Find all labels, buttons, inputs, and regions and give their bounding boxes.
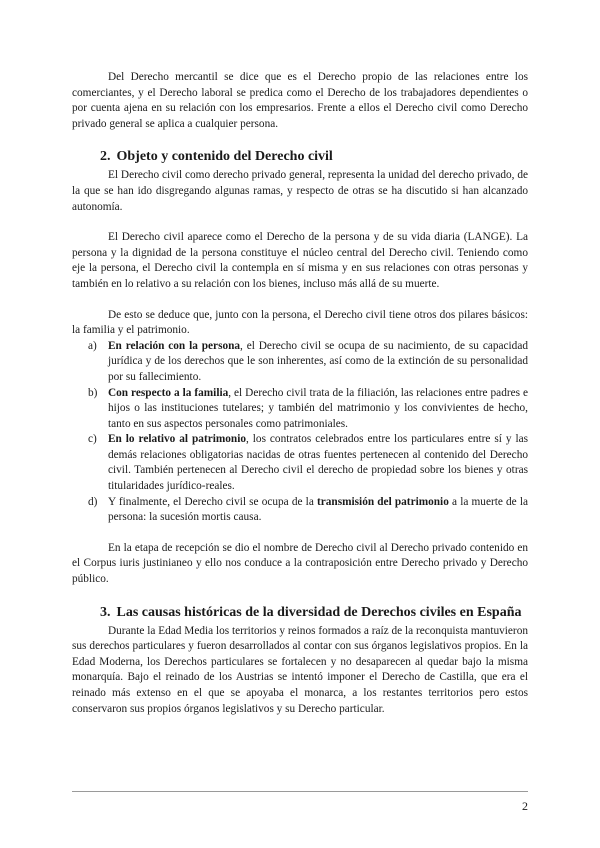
page-content — [72, 70, 528, 717]
section-2-heading — [72, 148, 528, 166]
list-item-bold: Con respecto a la familia — [108, 386, 229, 399]
section-2-paragraph-4: En la etapa de recepción se dio el nombre de Derecho civil al Derecho privado contenido en el Corpus iuris justinianeo y ello nos conduce a la contraposición entre Derecho privado y Derecho público. — [72, 541, 528, 586]
section-2-paragraph-2: El Derecho civil aparece como el Derecho de la persona y de su vida diaria (LANGE). La persona y la dignidad de la persona constituye el núcleo central del Derecho civil. Teniendo como eje la persona, el Derecho civil la contempla en sí misma y en sus relaciones con otras personas y también en lo relativo a su relación con los bienes, incluso más allá de su muerte. — [72, 231, 528, 290]
section-2-paragraph-3: De esto se deduce que, junto con la persona, el Derecho civil tiene otros dos pilares básicos: la familia y el patrimonio. — [72, 308, 528, 337]
list-marker: d) — [88, 495, 98, 508]
list-item-bold: transmisión del patrimonio — [317, 495, 449, 508]
list-item-bold: En relación con la persona — [108, 339, 241, 352]
footer-divider — [72, 791, 528, 792]
list-item-bold: En lo relativo al patrimonio — [108, 433, 246, 446]
pillars-list — [72, 339, 528, 526]
list-item — [72, 386, 528, 433]
list-item-text: , el Derecho civil se ocupa de su nacimiento, de su capacidad jurídica y de los derechos que le son inherentes, así como de la extinción de su personalidad por su fallecimiento. — [108, 339, 528, 383]
list-item — [72, 432, 528, 494]
list-item-text: a la muerte de la persona: la sucesión mortis causa. — [108, 495, 529, 524]
page-number: 2 — [522, 799, 528, 813]
section-2-title: Objeto y contenido del Derecho civil — [116, 149, 333, 165]
list-marker: c) — [88, 433, 97, 446]
section-2-paragraph-1: El Derecho civil como derecho privado general, representa la unidad del derecho privado, de la que se han ido disgregando algunas ramas, y respecto de otras se ha discutido si han alcanzado autonomía. — [72, 169, 528, 213]
list-item-text: , los contratos celebrados entre los particulares entre sí y las demás relaciones obligatorias nacidas de otras fuentes pertenecen al contenido del Derecho civil. También pertenecen al Derecho civil el derecho de propiedad sobre los bienes y otras titularidades jurídico-reales. — [108, 433, 529, 493]
section-3-paragraph-1: Durante la Edad Media los territorios y reinos formados a raíz de la reconquista mantuvieron sus derechos particulares y fueron desarrollados al contar con sus órganos legislativos propios. En la Edad Moderna, los Derechos particulares se fortalecen y no desaparecen al quedar bajo la misma monarquía. Bajo el reinado de los Austrias se intentó imponer el Derecho de Castilla, que era el reinado más extenso en el que se apoyaba el monarca, a los restantes territorios pero estos conservaron sus propios órganos legislativos y su Derecho particular. — [72, 624, 528, 715]
list-item — [72, 495, 528, 526]
list-item-pre: Y finalmente, el Derecho civil se ocupa de la — [108, 495, 317, 508]
section-3-title: Las causas históricas de la diversidad de Derechos civiles en España — [116, 604, 522, 620]
list-item — [72, 339, 528, 386]
intro-paragraph: Del Derecho mercantil se dice que es el Derecho propio de las relaciones entre los comerciantes, y el Derecho laboral se predica como el Derecho de los trabajadores dependientes o por cuenta ajena en su relación con los empresarios. Frente a ellos el Derecho civil como Derecho privado general se aplica a cualquier persona. — [72, 71, 528, 130]
list-item-text: , el Derecho civil trata de la filiación, las relaciones entre padres e hijos o las instituciones tutelares; y también del matrimonio y los convivientes de hecho, tanto en sus aspectos personales como patrimoniales. — [108, 386, 528, 430]
section-2-number: 2. — [100, 149, 111, 165]
list-marker: a) — [88, 339, 97, 352]
section-3-number: 3. — [100, 604, 111, 620]
list-marker: b) — [88, 386, 98, 399]
section-3-heading — [72, 604, 528, 622]
